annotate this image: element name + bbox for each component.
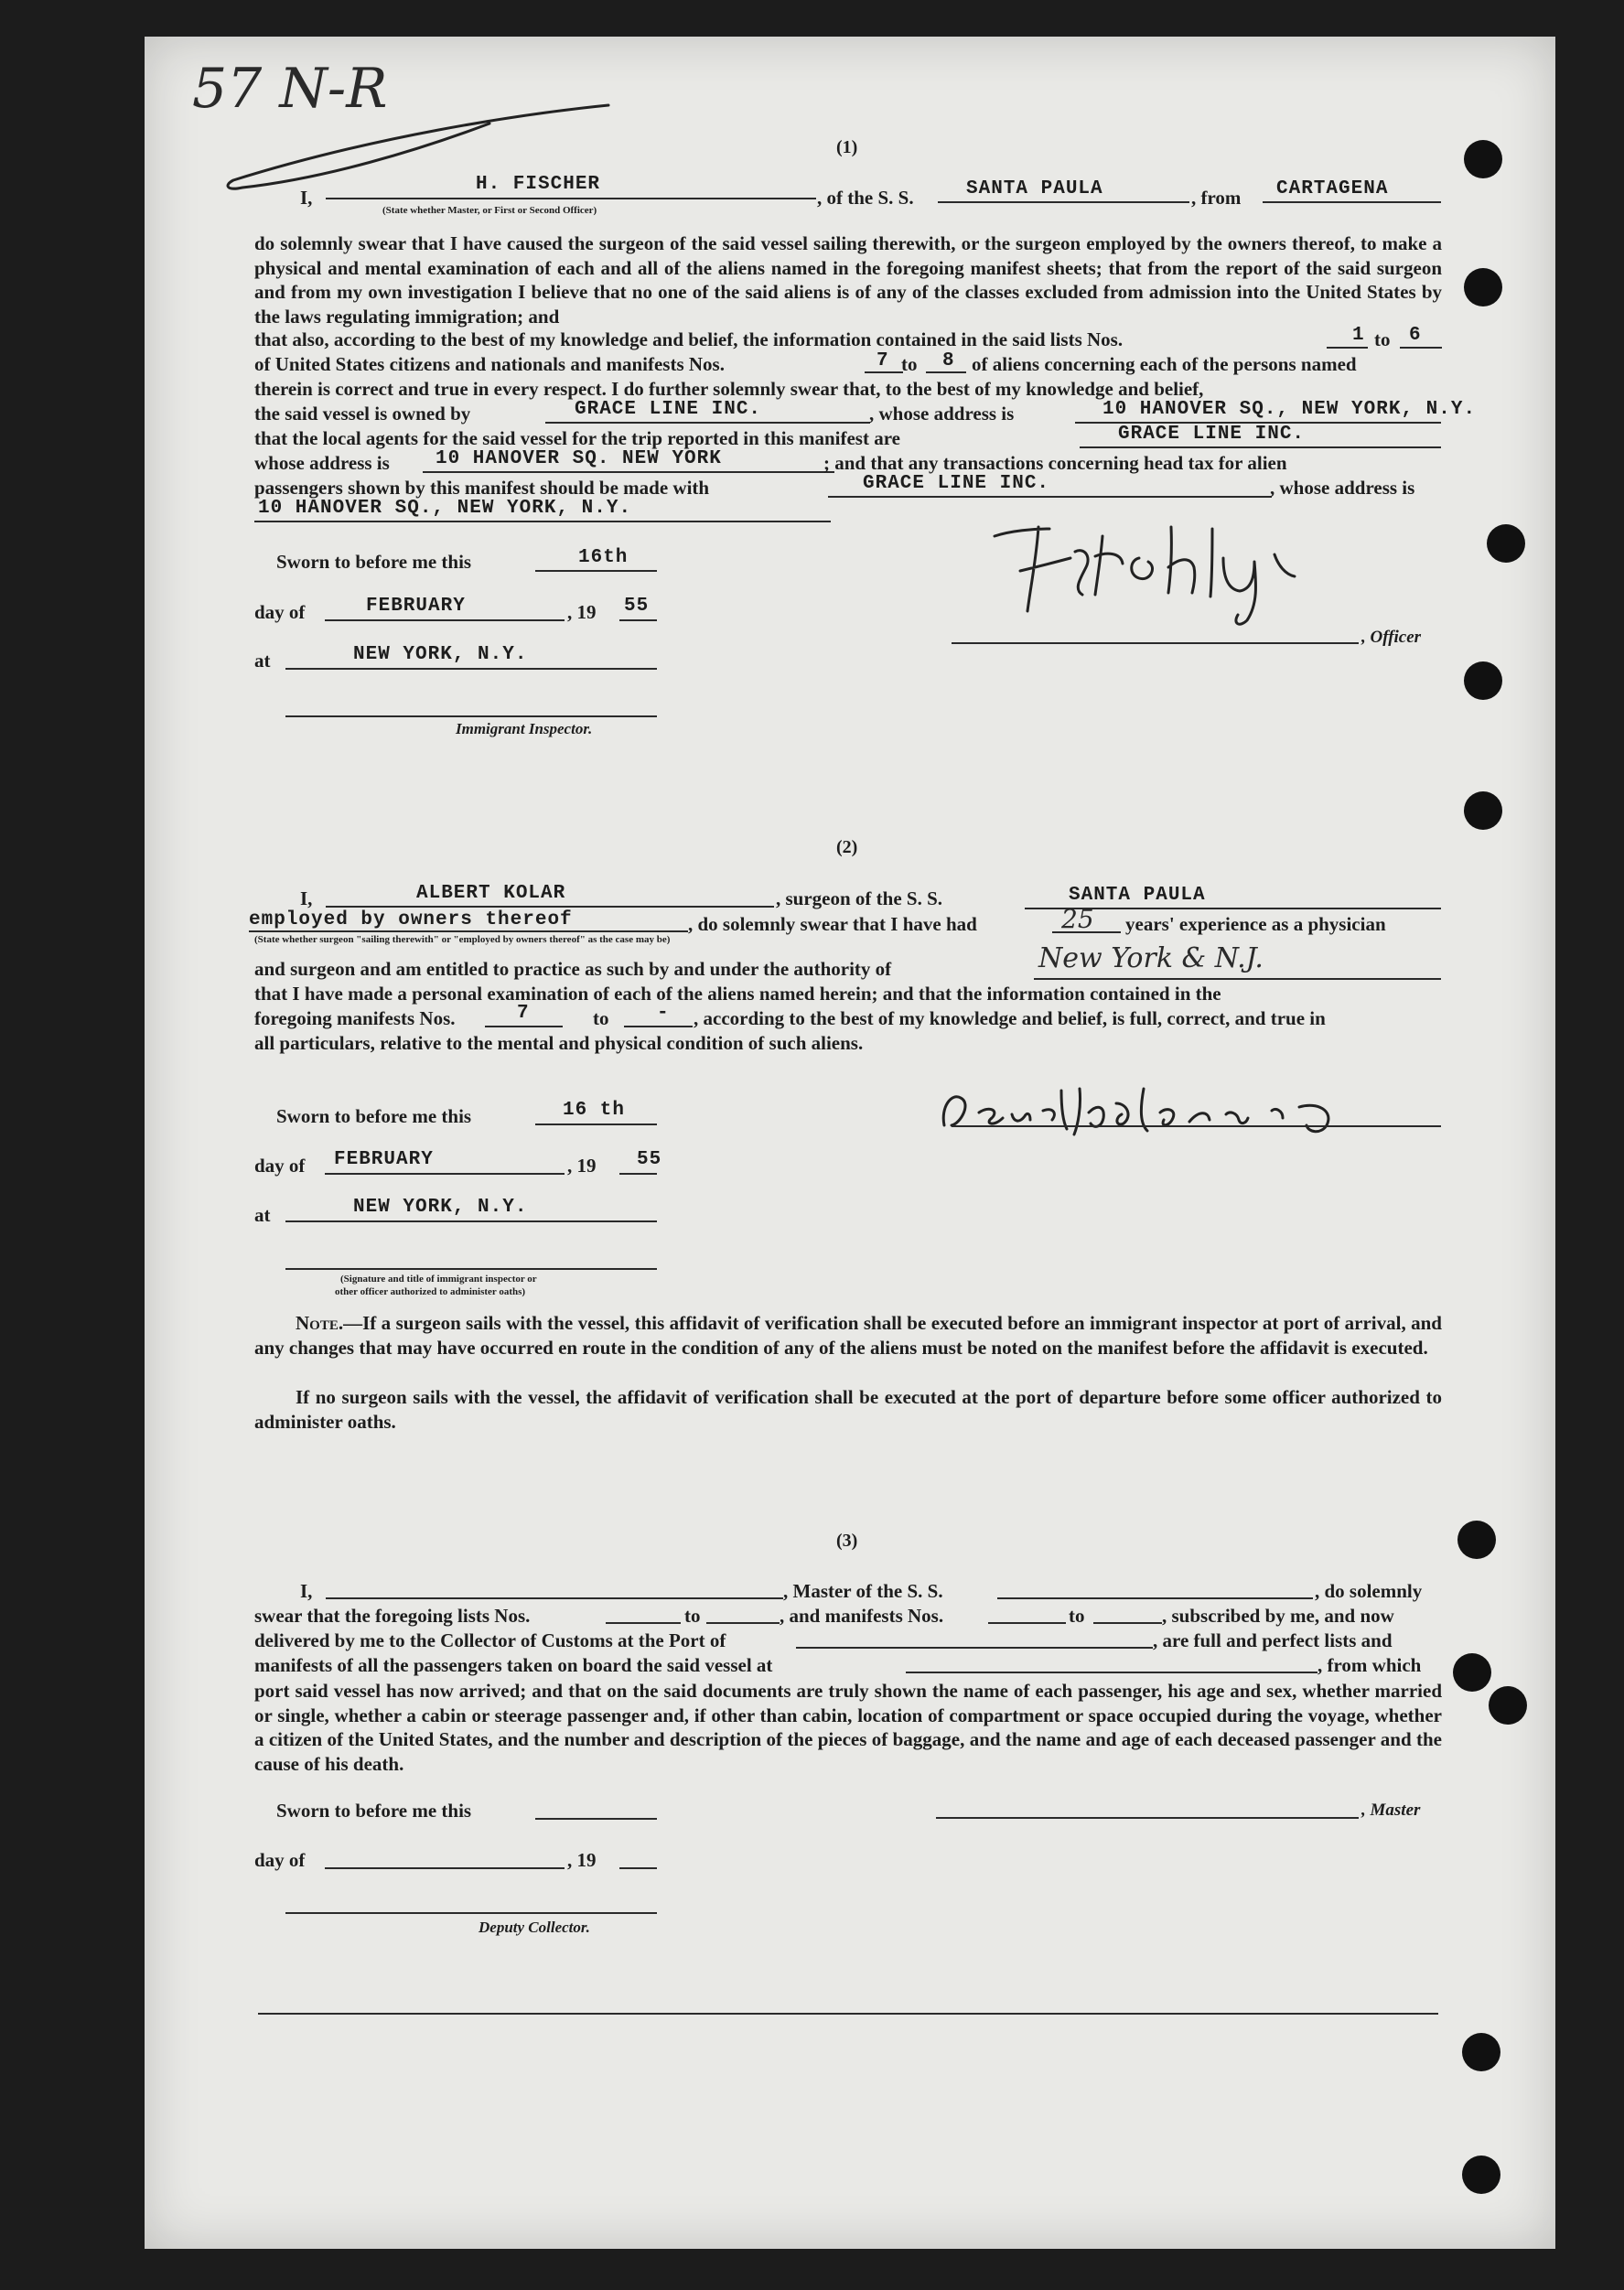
surgeon-signature xyxy=(924,1070,1436,1144)
sec1-agents: GRACE LINE INC. xyxy=(1118,424,1306,445)
punch-hole xyxy=(1457,1521,1496,1559)
sec1-year-prefix: , 19 xyxy=(567,601,597,623)
sec3-full-perfect: , are full and perfect lists and xyxy=(1153,1629,1393,1651)
sec2-surgeon-of-ss: , surgeon of the S. S. xyxy=(776,887,943,909)
sec1-port-line xyxy=(1263,201,1441,203)
sec2-inspector-caption-1: (Signature and title of immigrant inspector or xyxy=(340,1274,537,1285)
sec1-line-therein: therein is correct and true in every respect. I do further solemnly swear that, to the best of my knowledge and belief, xyxy=(254,378,1204,400)
sec3-master-label: , Master xyxy=(1361,1801,1421,1820)
punch-hole xyxy=(1464,140,1502,178)
sec3-manifests-from-line xyxy=(988,1622,1066,1624)
sec3-year-prefix: , 19 xyxy=(567,1849,597,1871)
sec2-authority-line xyxy=(1034,978,1441,980)
margin-note: 57 N-R xyxy=(192,57,388,121)
sec2-line-personal: that I have made a personal examination of each of the aliens named herein; and that the information contained in the xyxy=(254,983,1221,1005)
sec1-ship: SANTA PAULA xyxy=(966,178,1103,199)
sec3-manifests-to-line xyxy=(1093,1622,1162,1624)
sec1-officer-label: , Officer xyxy=(1361,628,1422,647)
sec2-place-line xyxy=(285,1220,657,1222)
sec1-paragraph: do solemnly swear that I have caused the surgeon of the said vessel sailing therewith, or the surgeon employed by the owners thereof, to make a physical and mental examination of each and all of the aliens named in the foregoing manifest sheets; that from the report of the said surgeon and from my own investigation I believe that no one of the said aliens is of any of the classes excluded from admission into the United States by the laws regulating immigration; and xyxy=(254,232,1442,328)
sec1-sworn-day-line xyxy=(535,570,657,572)
sec1-head-tax-agent-line xyxy=(828,496,1272,498)
sec3-collector-line xyxy=(285,1912,657,1914)
sec1-line-local-agents: that the local agents for the said vessel for the trip reported in this manifest are xyxy=(254,427,900,449)
sec1-lists-from-line xyxy=(1327,347,1368,349)
sec2-ship: SANTA PAULA xyxy=(1069,885,1206,906)
sec3-ship-line xyxy=(997,1597,1313,1599)
sec1-sworn-label: Sworn to before me this xyxy=(276,551,472,573)
sec1-manifests-to: 8 xyxy=(942,350,955,371)
sec2-year-suffix: 55 xyxy=(637,1149,662,1170)
sec3-do-solemnly: , do solemnly xyxy=(1315,1580,1423,1602)
sec3-lists-from-line xyxy=(606,1622,681,1624)
sec1-manifests-from: 7 xyxy=(877,350,889,371)
sec1-inspector-line xyxy=(285,715,657,717)
sec1-agents-address-line xyxy=(423,471,834,473)
sec2-authority: New York & N.J. xyxy=(1038,942,1264,974)
sec3-delivered: delivered by me to the Collector of Customs at the Port of xyxy=(254,1629,726,1651)
sec1-to-2: to xyxy=(901,353,918,375)
sec3-month-line xyxy=(325,1867,565,1869)
sec3-and-manifests: , and manifests Nos. xyxy=(780,1605,944,1627)
sec3-swear-lists: swear that the foregoing lists Nos. xyxy=(254,1605,531,1627)
sec2-inspector-caption-2: other officer authorized to administer oaths) xyxy=(335,1286,526,1297)
sec2-sworn-day-line xyxy=(535,1123,657,1125)
sec1-officer-signature-line xyxy=(952,642,1359,644)
sec1-sworn-place: NEW YORK, N.Y. xyxy=(353,644,528,665)
sec2-years-text: years' experience as a physician xyxy=(1125,913,1386,935)
sec1-year-line xyxy=(619,619,657,621)
sec1-whose-address-is-2: , whose address is xyxy=(1270,477,1415,499)
sec2-sworn-place: NEW YORK, N.Y. xyxy=(353,1197,528,1218)
sec1-agents-address: 10 HANOVER SQ. NEW YORK xyxy=(436,448,722,469)
sec2-year-line xyxy=(619,1173,657,1175)
punch-hole xyxy=(1487,524,1525,563)
sec1-line-transactions: ; and that any transactions concerning head tax for alien xyxy=(823,452,1287,474)
sec3-i-label: I, xyxy=(300,1580,313,1602)
sec1-agents-line xyxy=(1080,446,1441,448)
officer-signature xyxy=(984,501,1395,629)
sec1-head-tax-address-line xyxy=(254,521,831,522)
sec2-nos-to: - xyxy=(657,1003,670,1024)
sec1-lists-to: 6 xyxy=(1409,325,1422,346)
sec1-owner-line xyxy=(545,422,870,424)
sec2-line-particulars: all particulars, relative to the mental and physical condition of such aliens. xyxy=(254,1032,864,1054)
sec1-lists-to-line xyxy=(1400,347,1442,349)
sec2-day-of-label: day of xyxy=(254,1155,306,1177)
sec2-sworn-day: 16 th xyxy=(563,1100,626,1121)
punch-hole xyxy=(1489,1686,1527,1725)
section-2-number: (2) xyxy=(836,837,858,857)
sec2-note xyxy=(254,1311,1442,1360)
section-3-number: (3) xyxy=(836,1531,858,1551)
sec2-surgeon-signature-line xyxy=(952,1125,1441,1127)
bottom-rule xyxy=(258,2013,1438,2015)
sec1-manifests-from-line xyxy=(865,371,903,373)
sec2-employment-caption: (State whether surgeon "sailing therewith" or "employed by owners thereof" as the case may be) xyxy=(254,934,671,945)
sec2-line-foregoing: foregoing manifests Nos. xyxy=(254,1007,456,1029)
punch-hole xyxy=(1462,2156,1500,2194)
sec1-manifests-to-line xyxy=(926,371,966,373)
sec2-at-label: at xyxy=(254,1204,271,1226)
sec1-day-of-label: day of xyxy=(254,601,306,623)
sec1-month-line xyxy=(325,619,565,621)
sec1-inspector-label: Immigrant Inspector. xyxy=(456,720,593,737)
sec1-owner: GRACE LINE INC. xyxy=(575,399,762,420)
punch-hole xyxy=(1464,661,1502,700)
sec1-officer-caption: (State whether Master, or First or Second Officer) xyxy=(382,205,597,216)
sec1-sworn-day: 16th xyxy=(578,547,629,568)
sec3-sworn-day-line xyxy=(535,1818,657,1820)
sec2-sworn-label: Sworn to before me this xyxy=(276,1105,472,1127)
sec3-master-name-line xyxy=(326,1597,783,1599)
sec1-from-label: , from xyxy=(1191,187,1242,209)
sec2-to: to xyxy=(593,1007,609,1029)
sec1-line-that-also: that also, according to the best of my knowledge and belief, the information contained in the said lists Nos. xyxy=(254,328,1124,350)
sec1-year-suffix: 55 xyxy=(624,596,650,617)
sec3-manifests-all: manifests of all the passengers taken on board the said vessel at xyxy=(254,1654,773,1676)
sec3-lists-to-line xyxy=(706,1622,780,1624)
punch-hole xyxy=(1464,791,1502,830)
sec1-of-ss: , of the S. S. xyxy=(817,187,914,209)
sec3-paragraph: port said vessel has now arrived; and that on the said documents are truly shown the name of each passenger, his age and sex, whether married or single, whether a cabin or steerage passenger and, if other than cabin, location of compartment or space occupied during the voyage, whether a citizen of the United States, and the number and description of the pieces of baggage, and the name and age of each deceased passenger and the cause of his death. xyxy=(254,1680,1442,1775)
sec2-nos-from: 7 xyxy=(517,1003,530,1024)
sec2-years-line xyxy=(1052,931,1121,933)
sec2-line-according: , according to the best of my knowledge and belief, is full, correct, and true in xyxy=(694,1007,1326,1029)
sec1-lists-from: 1 xyxy=(1352,325,1365,346)
sec1-port: CARTAGENA xyxy=(1276,178,1389,199)
sec2-inspector-line xyxy=(285,1268,657,1270)
sec1-whose-address-label: whose address is xyxy=(254,452,390,474)
sec1-place-line xyxy=(285,668,657,670)
sec3-taken-at-line xyxy=(906,1672,1317,1673)
sec2-employment: employed by owners thereof xyxy=(249,909,573,930)
sec1-officer-line xyxy=(326,198,816,199)
sec3-port-line xyxy=(796,1647,1153,1649)
sec3-day-of-label: day of xyxy=(254,1849,306,1871)
sec1-line-owned-by: the said vessel is owned by xyxy=(254,403,471,425)
sec2-nos-from-line xyxy=(485,1026,563,1027)
sec2-i-label: I, xyxy=(300,887,313,909)
sec1-ship-line xyxy=(938,201,1189,203)
punch-hole xyxy=(1462,2033,1500,2071)
punch-hole xyxy=(1464,268,1502,306)
sec3-to: to xyxy=(684,1605,701,1627)
sec2-year-prefix: , 19 xyxy=(567,1155,597,1177)
sec3-master-of: , Master of the S. S. xyxy=(783,1580,943,1602)
sec2-month-line xyxy=(325,1173,565,1175)
sec3-subscribed: , subscribed by me, and now xyxy=(1162,1605,1394,1627)
sec3-from-which: , from which xyxy=(1317,1654,1422,1676)
sec3-master-signature-line xyxy=(936,1817,1359,1819)
sec1-whose-address-is: , whose address is xyxy=(869,403,1015,425)
sec1-head-tax-agent: GRACE LINE INC. xyxy=(863,473,1050,494)
sec3-year-line xyxy=(619,1867,657,1869)
sec3-collector-label: Deputy Collector. xyxy=(479,1919,590,1936)
sec2-note-title: Note. xyxy=(296,1312,344,1334)
sec2-surgeon-name: ALBERT KOLAR xyxy=(416,883,566,904)
sec3-to-2: to xyxy=(1069,1605,1085,1627)
sec1-line-passengers: passengers shown by this manifest should be made with xyxy=(254,477,710,499)
punch-hole xyxy=(1453,1653,1491,1692)
sec1-at-label: at xyxy=(254,650,271,672)
sec3-sworn-label: Sworn to before me this xyxy=(276,1800,472,1822)
sec1-line-of-aliens: of aliens concerning each of the persons named xyxy=(972,353,1357,375)
sec2-employment-line xyxy=(249,930,688,932)
sec1-sworn-month: FEBRUARY xyxy=(366,596,466,617)
sec2-surgeon-line xyxy=(326,906,774,908)
sec2-nos-to-line xyxy=(624,1026,693,1027)
sec1-head-tax-address: 10 HANOVER SQ., NEW YORK, N.Y. xyxy=(258,498,632,519)
sec2-years: 25 xyxy=(1061,904,1094,934)
section-1-number: (1) xyxy=(836,137,858,157)
sec1-officer-name: H. FISCHER xyxy=(476,174,601,195)
sec1-owner-address: 10 HANOVER SQ., NEW YORK, N.Y. xyxy=(1102,399,1477,420)
sec2-swear-text: , do solemnly swear that I have had xyxy=(688,913,977,935)
sec2-sworn-month: FEBRUARY xyxy=(334,1149,434,1170)
sec2-line-entitled: and surgeon and am entitled to practice as such by and under the authority of xyxy=(254,958,892,980)
sec1-to: to xyxy=(1374,328,1391,350)
sec2-note-2: If no surgeon sails with the vessel, the affidavit of verification shall be executed at the port of departure before some officer authorized to administer oaths. xyxy=(254,1386,1442,1433)
sec1-line-of-us: of United States citizens and nationals and manifests Nos. xyxy=(254,353,725,375)
sec2-note-body: —If a surgeon sails with the vessel, this affidavit of verification shall be executed before an immigrant inspector at port of arrival, and any changes that may have occurred en route in the condition of any of the aliens must be noted on the manifest before the affidavit is executed. xyxy=(254,1312,1442,1359)
sec1-i-label: I, xyxy=(300,187,313,209)
